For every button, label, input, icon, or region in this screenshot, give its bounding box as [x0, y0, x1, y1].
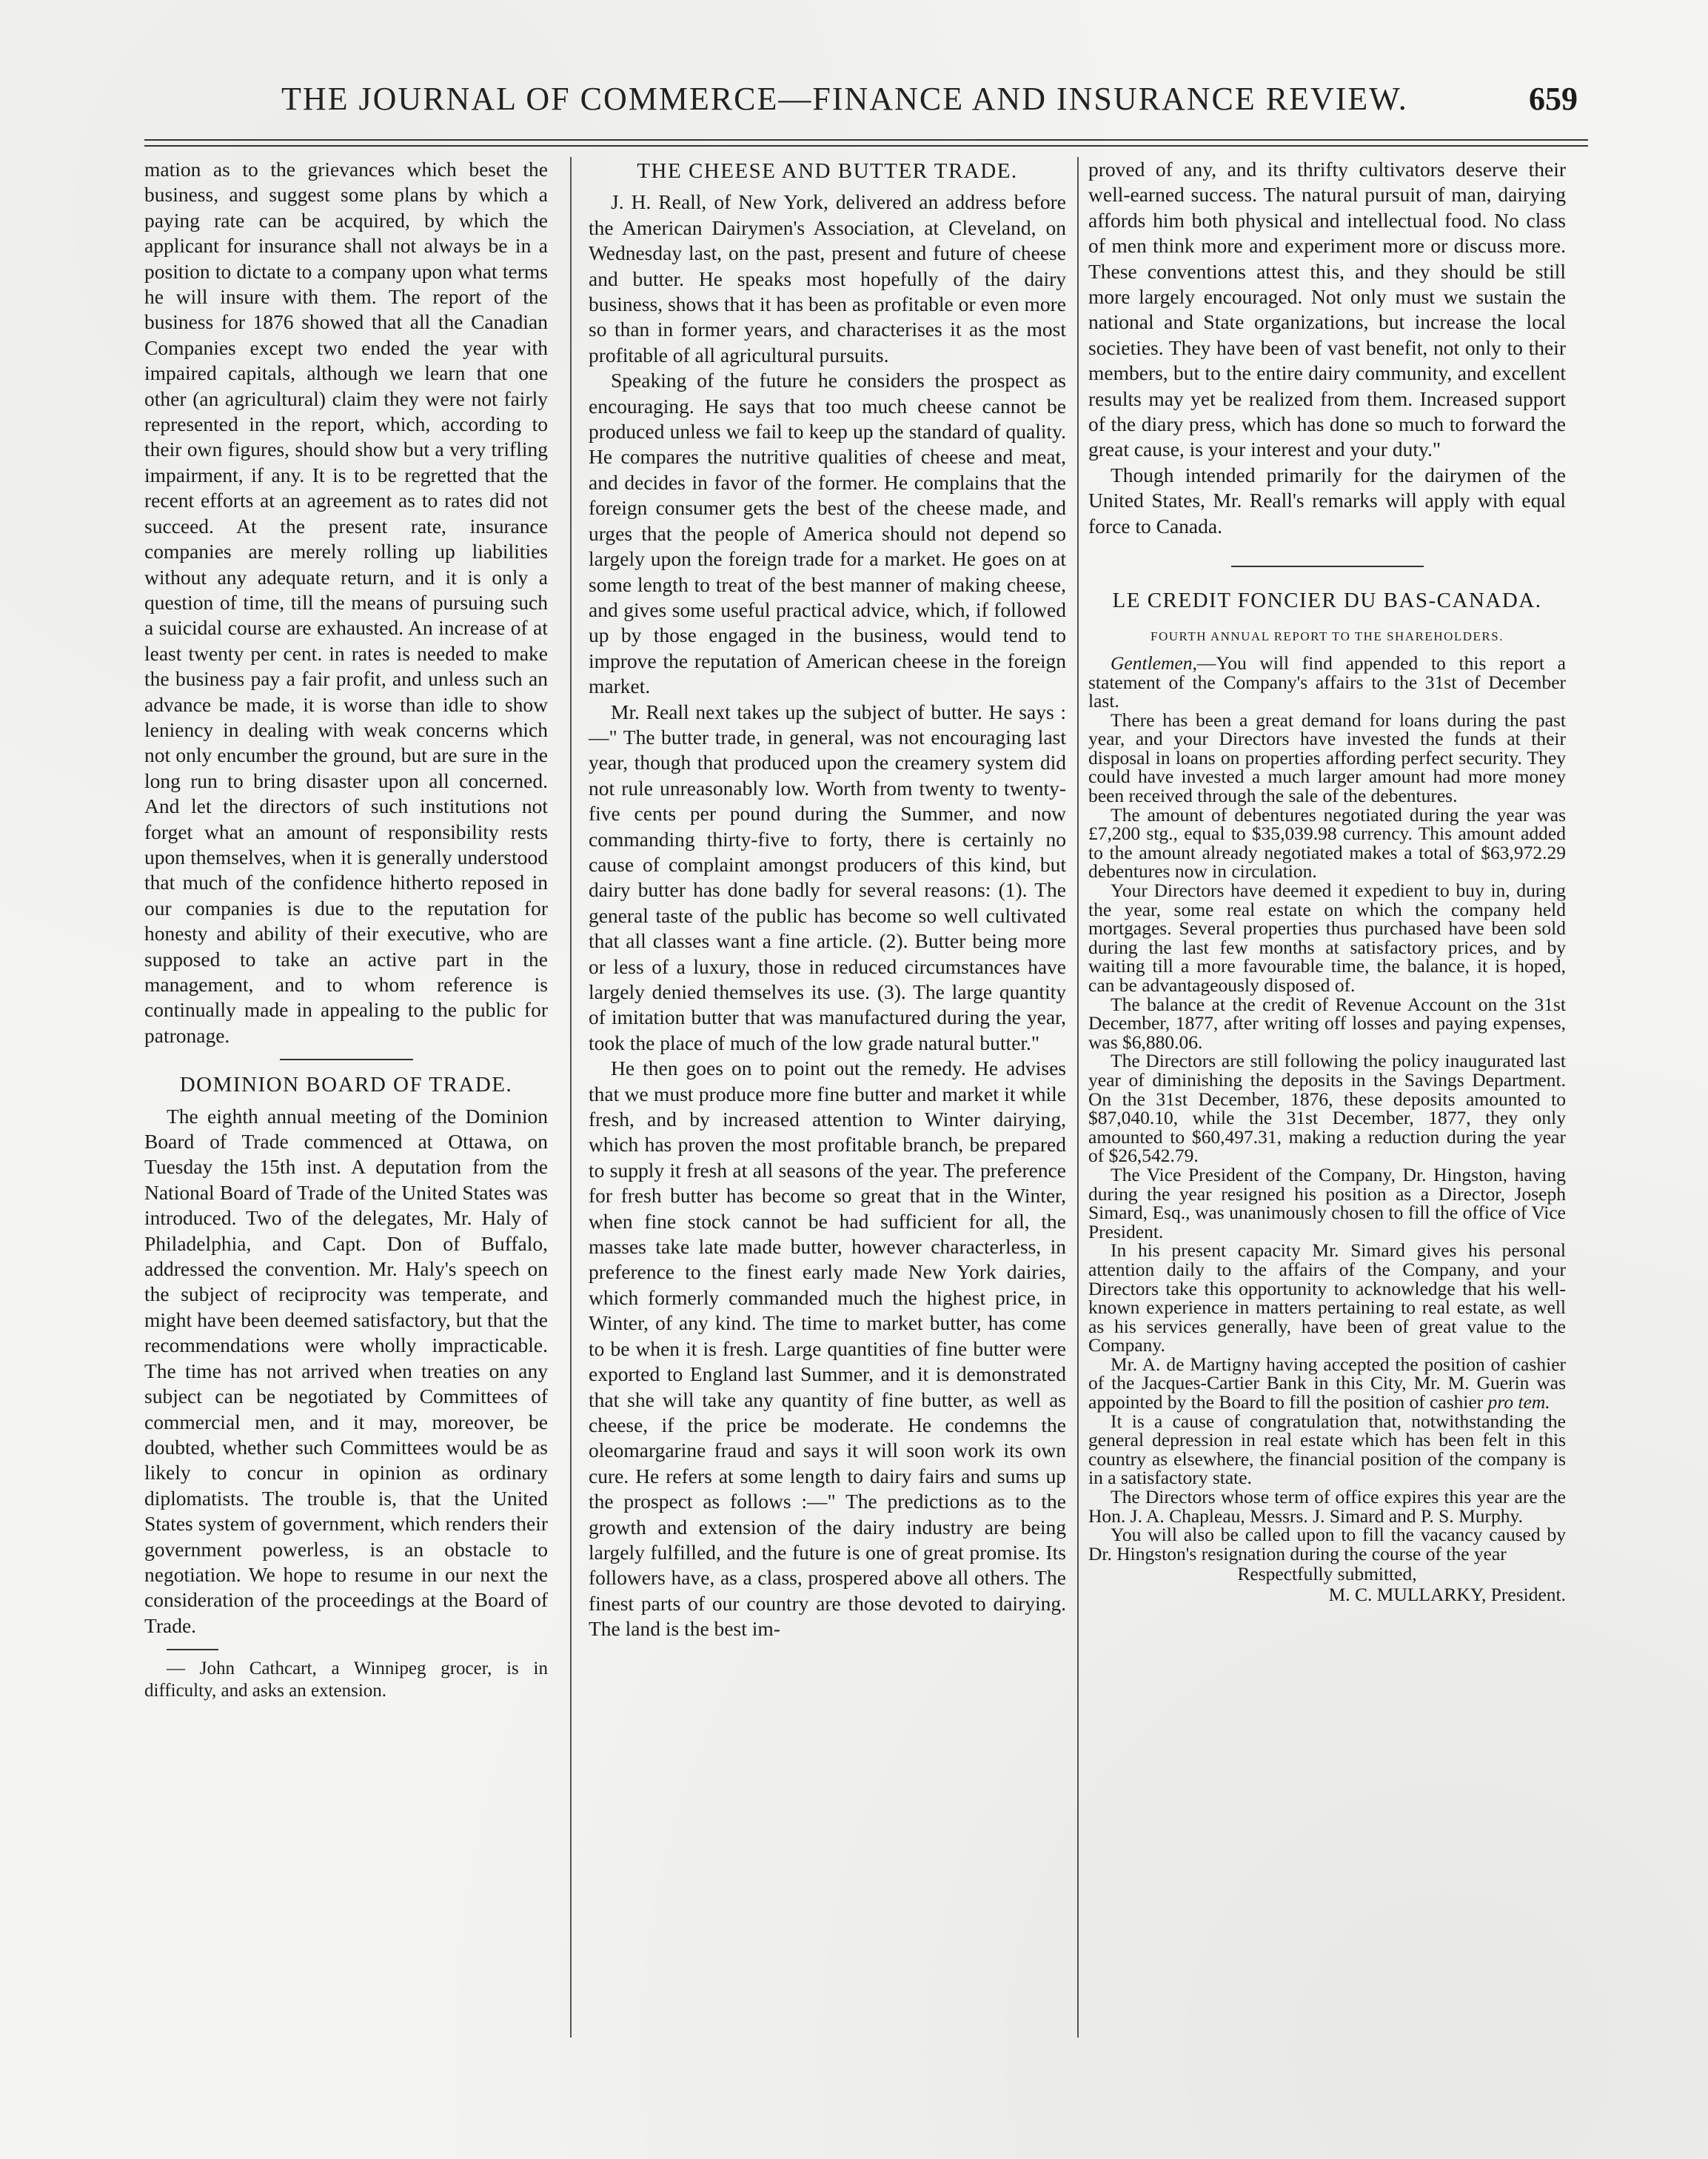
report-paragraph: Mr. A. de Martigny having accepted the position of cashier of the Jacques-Cartier Bank in this City, Mr. M. Guerin was appointed by the Board to fill the position of cashier pro tem.: [1088, 1353, 1566, 1413]
report-paragraph: You will also be called upon to fill the vacancy caused by Dr. Hingston's resignation during the course of the year: [1088, 1524, 1566, 1564]
signature-name: M. C. MULLARKY, President.: [1328, 1584, 1566, 1605]
dominion-board-heading: DOMINION BOARD OF TRADE.: [179, 1073, 513, 1097]
dominion-board-paragraph: The eighth annual meeting of the Dominion Board of Trade commenced at Ottawa, on Tuesday the 15th inst. A deputation from the National Board of Trade of the United States was introduced. Two of the delegates, Mr. Haly of Philadelphia, and Capt. Don of Buffalo, addressed the convention. Mr. Haly's speech on the subject of reciprocity was temperate, and might have been deemed satisfactory, but that the recommendations were wholly impracticable. The time has not arrived when treaties on any subject can be negotiated by Committees of commercial men, and it may, moreover, be doubted, whether such Committees would be as likely to concur in opinion as ordinary diplomatists. The trouble is, that the United States system of government, which renders their government powerless, is an obstacle to negotiation. We hope to resume in our next the consideration of the proceedings at the Board of Trade.: [144, 1104, 548, 1637]
report-paragraph: The Directors whose term of office expires this year are the Hon. J. A. Chapleau, Messrs. J. Simard and P. S. Murphy.: [1088, 1486, 1566, 1527]
column-divider: [570, 157, 572, 2038]
header-rule: [144, 139, 1588, 147]
report-paragraph: The Vice President of the Company, Dr. Hingston, having during the year resigned his position as a Director, Joseph Simard, Esq., was unanimously chosen to fill the office of Vice President.: [1088, 1163, 1566, 1242]
report-paragraph: It is a cause of congratulation that, notwithstanding the general depression in real estate which has been felt in this country as elsewhere, the financial position of the company is in a satisfactory state.: [1088, 1410, 1566, 1489]
report-paragraph: The amount of debentures negotiated during the year was £7,200 stg., equal to $35,039.98 currency. This amount added to the amount already negotiated makes a total of $63,972.29 debentures now in circulation.: [1088, 803, 1566, 883]
report-subheading: FOURTH ANNUAL REPORT TO THE SHAREHOLDERS.: [1151, 629, 1504, 643]
signature-closing: Respectfully submitted,: [1237, 1563, 1417, 1585]
cheese-butter-paragraph: Speaking of the future he considers the prospect as encouraging. He says that too much cheese cannot be produced unless we fail to keep up the standard of quality. He compares the nutritive qualities of cheese and meat, and decides in favor of the former. He complains that the foreign consumer gets the best of the cheese made, and urges that the people of America should not depend so largely upon the foreign trade for a market. He goes on at some length to treat of the best manner of making cheese, and gives some useful practical advice, which, if followed up by those engaged in the business, would tend to improve the reputation of American cheese in the foreign market.: [589, 369, 1066, 698]
report-paragraph: Gentlemen,—You will find appended to this report a statement of the Company's affairs to the 31st of December last.: [1088, 652, 1566, 712]
page-number: 659: [1529, 81, 1578, 117]
cheese-butter-heading: THE CHEESE AND BUTTER TRADE.: [637, 159, 1018, 183]
annual-report: [1088, 654, 1566, 1604]
report-paragraph: In his present capacity Mr. Simard gives his personal attention daily to the affairs of the Company, and your Directors take this opportunity to acknowledge that his well-known experience in matters pertaining to real estate, as well as his services generally, have been of great value to the Company.: [1088, 1239, 1566, 1356]
report-paragraph: The Directors are still following the policy inaugurated last year of diminishing the deposits in the Savings Department. On the 31st December, 1876, these deposits amounted to $87,040.10, while the 31st December, 1877, they only amounted to $60,497.31, making a reduction during the year of $26,542.79.: [1088, 1050, 1566, 1167]
report-paragraph: Your Directors have deemed it expedient to buy in, during the year, some real estate on which the company held mortgages. Several properties thus purchased have been sold during the last few months at satisfactory prices, and by waiting till a more favourable time, the balance, it is hoped, can be advantageously disposed of.: [1088, 880, 1566, 996]
cheese-butter-continued: proved of any, and its thrifty cultivators deserve their well-earned success. The natural pursuit of man, dairying affords him both physical and intellectual food. No class of men think more and experiment more or discuss more. These conventions attest this, and they should be still more largely encouraged. Not only must we sustain the national and State organizations, but increase the local societies. They have been of vast benefit, not only to their members, but to the entire dairy community, and excellent results may yet be realized from them. Increased support of the diary press, which has done so much to forward the great cause, is your interest and your duty.": [1088, 158, 1566, 461]
salutation: Gentlemen,: [1111, 652, 1197, 674]
column-middle: [589, 157, 1066, 1642]
cheese-butter-paragraph: He then goes on to point out the remedy. He advises that we must produce more fine butter and market it while fresh, and by increased attention to Winter dairying, which has proven the most profitable branch, be prepared to supply it fresh at all seasons of the year. The preference for fresh butter has become so great that in the Winter, when fine stock cannot be had sufficient for all, the masses take late made butter, however characterless, in preference to the finest early made New York dairies, which formerly commanded much the highest price, in Winter, of any kind. The time to market butter, has come to be when it is fresh. Large quantities of fine butter were exported to England last Summer, and it is demonstrated that she will take any quantity of fine butter, as well as cheese, if the price be moderate. He condemns the oleomargarine fraud and says it will soon work its own cure. He refers at some length to dairy fairs and sums up the prospect as follows :—" The predictions as to the growth and extension of the dairy industry are being largely fulfilled, and the future is one of great promise. Its followers have, as a class, prospered above all others. The finest parts of our country are those devoted to dairying. The land is the best im-: [589, 1057, 1066, 1641]
section-rule: [280, 1059, 413, 1060]
column-left: [144, 157, 548, 1702]
credit-foncier-heading: LE CREDIT FONCIER DU BAS-CANADA.: [1112, 589, 1542, 613]
column-right: [1088, 157, 1566, 1604]
running-head: THE JOURNAL OF COMMERCE—FINANCE AND INSURANCE REVIEW.: [281, 81, 1408, 117]
cheese-butter-closing: Though intended primarily for the dairymen of the United States, Mr. Reall's remarks will apply with equal force to Canada.: [1088, 463, 1566, 538]
section-rule: [1231, 566, 1424, 567]
report-paragraph: The balance at the credit of Revenue Account on the 31st December, 1877, after writing off losses and paying expenses, was $6,880.06.: [1088, 993, 1566, 1053]
cheese-butter-paragraph: J. H. Reall, of New York, delivered an address before the American Dairymen's Association, at Cleveland, on Wednesday last, on the past, present and future of cheese and butter. He speaks most hopefully of the dairy business, shows that it has been as profitable or even more so than in former years, and characterises it as the most profitable of all agricultural pursuits.: [589, 190, 1066, 366]
cheese-butter-paragraph: Mr. Reall next takes up the subject of butter. He says :—" The butter trade, in general, was not encouraging last year, though that produced upon the creamery system did not rule unreasonably low. Worth from twenty to twenty-five cents per pound during the Summer, and now commanding thirty-five to forty, there is certainly no cause of complaint amongst producers of this kind, but dairy butter has done badly for several reasons: (1). The general taste of the public has become so well cultivated that all classes want a fine article. (2). Butter being more or less of a luxury, those in reduced circumstances have largely denied themselves its use. (3). The large quantity of imitation butter that was manufactured during the year, took the place of much of the low grade natural butter.": [589, 700, 1066, 1054]
report-paragraph: There has been a great demand for loans during the past year, and your Directors have invested the funds at their disposal in loans on properties affording perfect security. They could have invested a much larger amount had more money been received through the sale of the debentures.: [1088, 709, 1566, 807]
news-note: — John Cathcart, a Winnipeg grocer, is in difficulty, and asks an extension.: [144, 1658, 548, 1701]
column-divider: [1077, 157, 1079, 2038]
note-rule: [167, 1649, 218, 1650]
insurance-article-continued: mation as to the grievances which beset the business, and suggest some plans by which a paying rate can be acquired, by which the applicant for insurance shall not always be in a position to dictate to a company upon what terms he will insure with them. The report of the business for 1876 showed that all the Canadian Companies except two ended the year with impaired capitals, although we learn that one other (an agricultural) claim they were not fairly represented in the report, which, according to their own figures, should show but a very trifling impairment, if any. It is to be regretted that the recent efforts at an agreement as to rates did not succeed. At the present rate, insurance companies are merely rolling up liabilities without any adequate return, and it is only a question of time, till the means of pursuing such a suicidal course are exhausted. An increase of at least twenty per cent. in rates is needed to make the business pay a fair profit, and unless such an advance be made, it is worse than idle to show leniency in dealing with weak concerns which not only encumber the ground, but are sure in the long run to bring disaster upon all concerned. And let the directors of such institutions not forget what an amount of responsibility rests upon themselves, when it is generally understood that much of the confidence hitherto reposed in our companies is due to the reputation for honesty and ability of their executive, who are supposed to take an active part in the management, and to whom reference is continually made in appealing to the public for patronage.: [144, 158, 548, 1047]
